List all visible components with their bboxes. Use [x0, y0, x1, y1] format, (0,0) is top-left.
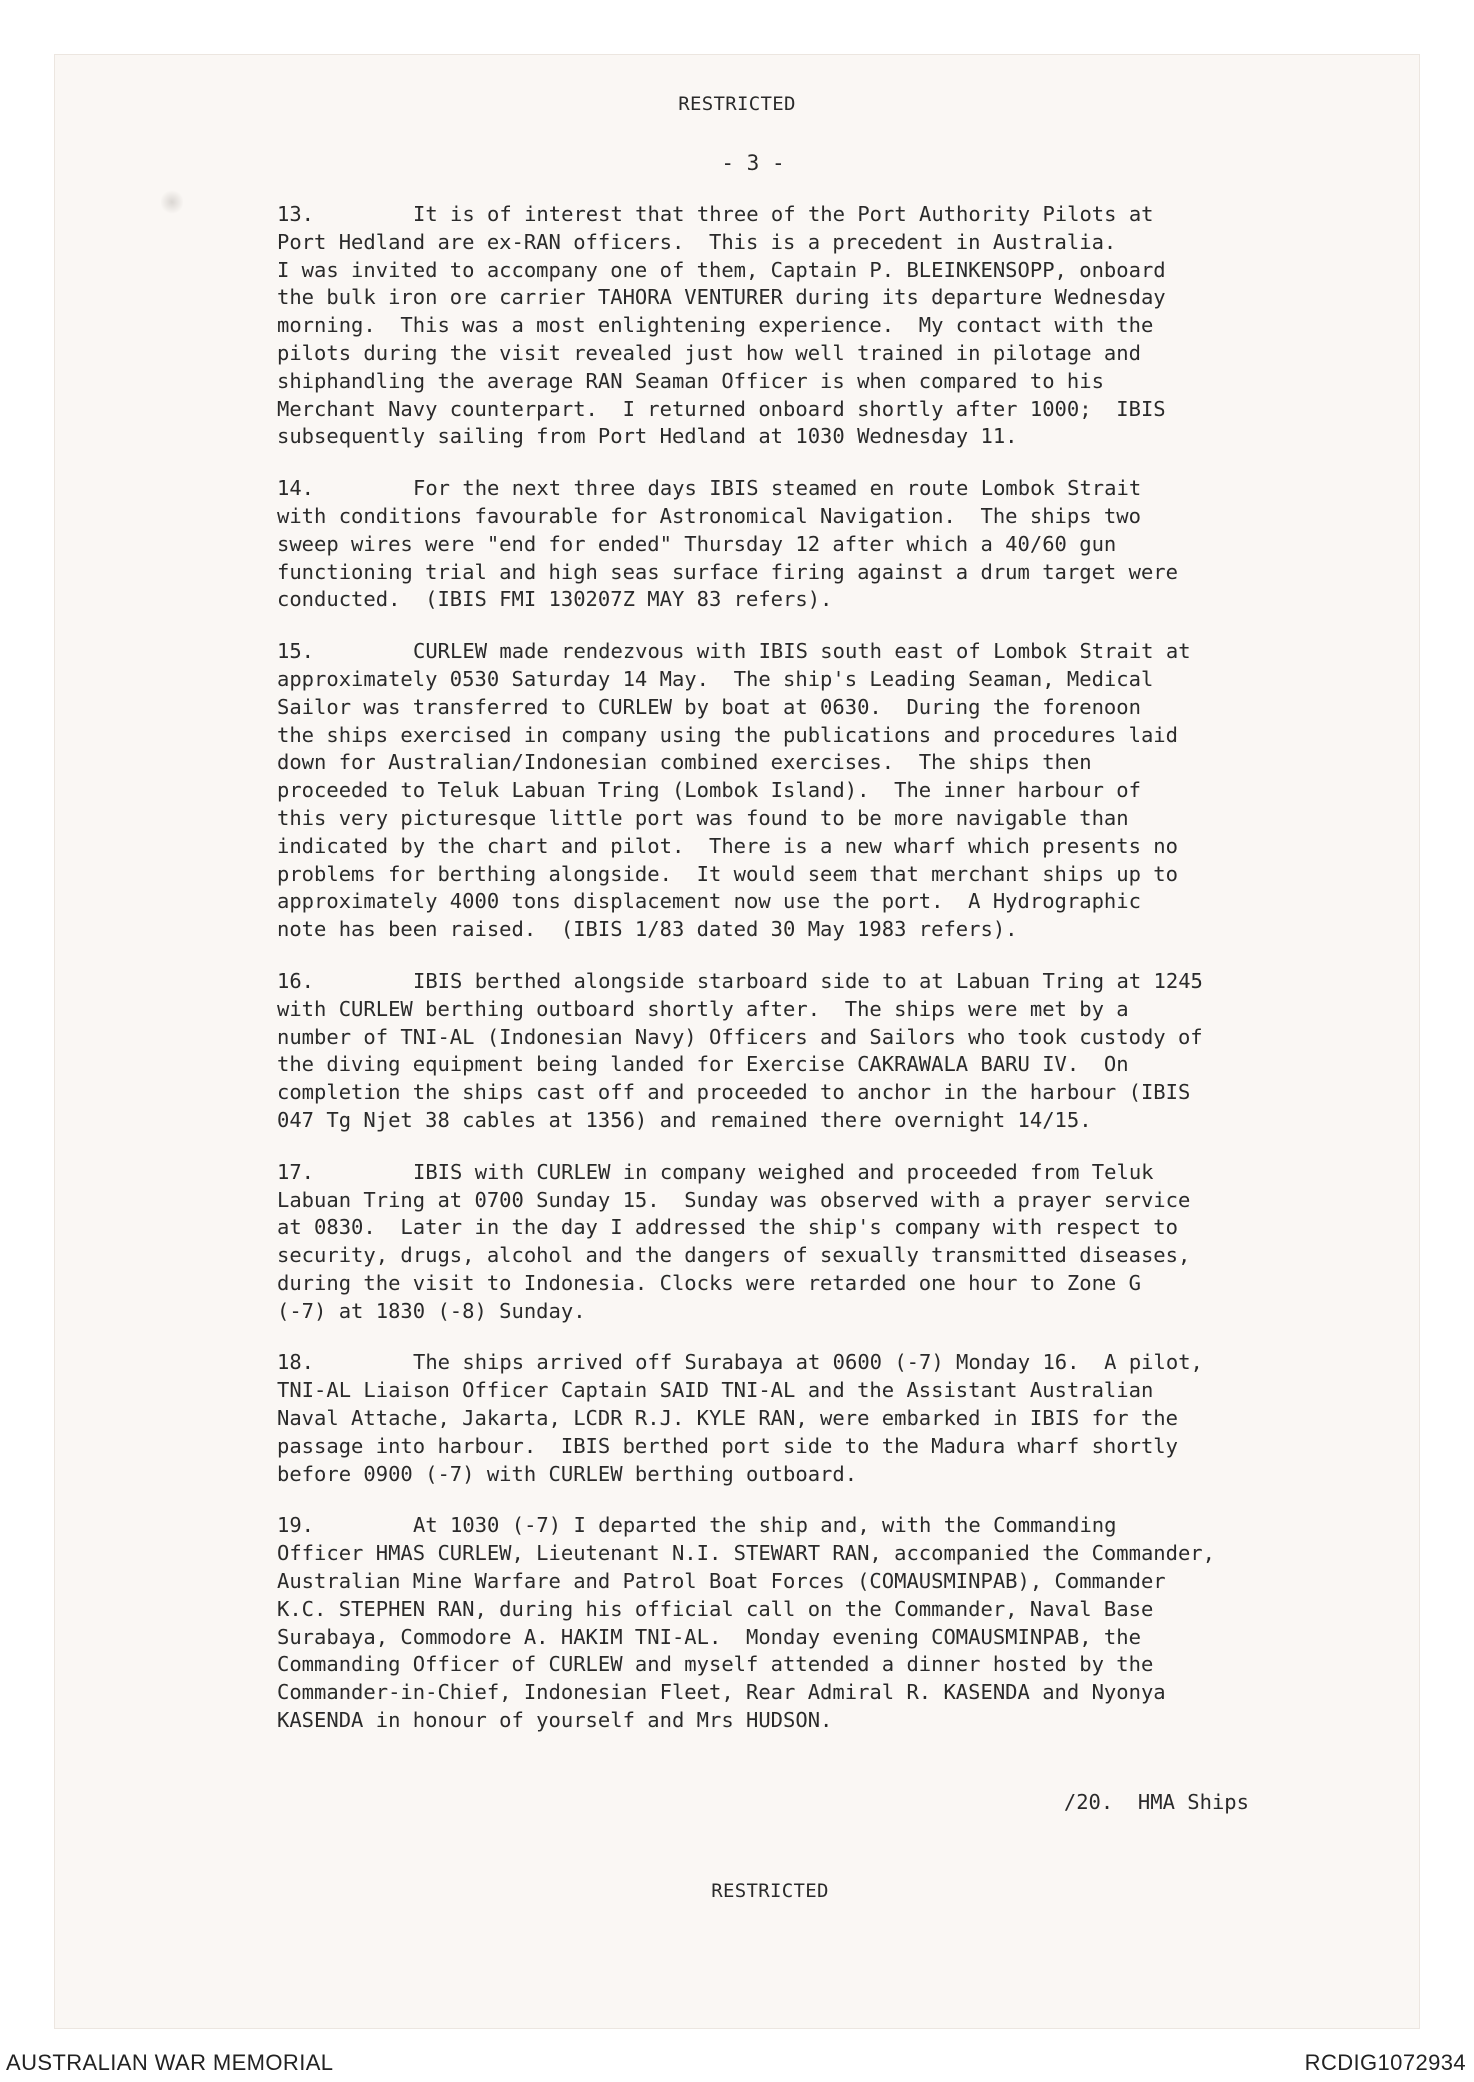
paragraph-line [277, 1707, 1397, 1735]
paragraph-line [277, 257, 1397, 285]
paragraph-line [277, 1159, 1397, 1187]
paragraph-line [277, 888, 1397, 916]
paragraph-text: Surabaya, Commodore A. HAKIM TNI-AL. Monday evening COMAUSMINPAB, the [277, 1624, 1141, 1649]
paragraph-text: shiphandling the average RAN Seaman Officer is when compared to his [277, 368, 1104, 393]
paragraph-line [277, 1349, 1397, 1377]
paragraph-line [277, 833, 1397, 861]
archive-credit: AUSTRALIAN WAR MEMORIAL [6, 2050, 334, 2075]
paragraph-line [277, 229, 1397, 257]
paragraph-number: 13. [277, 202, 315, 226]
paragraph-text: Australian Mine Warfare and Patrol Boat Forces (COMAUSMINPAB), Commander [277, 1569, 1166, 1594]
paragraph-line [277, 1214, 1397, 1242]
paragraph-text: functioning trial and high seas surface firing against a drum target were [277, 559, 1178, 584]
paragraph-text: the ships exercised in company using the publications and procedures laid [277, 722, 1178, 747]
document-body [277, 201, 1397, 1759]
paragraph-text: TNI-AL Liaison Officer Captain SAID TNI-AL and the Assistant Australian [277, 1378, 1154, 1403]
paragraph-line [277, 1679, 1397, 1707]
paragraph-text: Commander-in-Chief, Indonesian Fleet, Rear Admiral R. KASENDA and Nyonya [277, 1680, 1166, 1705]
paragraph-number: 19. [277, 1513, 315, 1538]
classification-footer: RESTRICTED [711, 1880, 829, 1902]
paragraph-text: number of TNI-AL (Indonesian Navy) Officers and Sailors who took custody of [277, 1024, 1203, 1049]
paragraph-text: CURLEW made rendezvous with IBIS south east of Lombok Strait at [413, 639, 1191, 664]
paragraph-line [277, 1242, 1397, 1270]
paragraph-line [277, 368, 1397, 396]
paragraph-text: conducted. (IBIS FMI 130207Z MAY 83 refers). [277, 587, 833, 612]
paragraph-text: with CURLEW berthing outboard shortly after. The ships were met by a [277, 996, 1129, 1021]
paragraph-line [277, 201, 1397, 229]
paragraph-text: I was invited to accompany one of them, Captain P. BLEINKENSOPP, onboard [277, 257, 1166, 282]
paragraph-text: KASENDA in honour of yourself and Mrs HUDSON. [277, 1708, 833, 1733]
paragraph-line [277, 749, 1397, 777]
paragraph-text: this very picturesque little port was found to be more navigable than [277, 805, 1129, 830]
paper-smudge [161, 189, 183, 215]
paragraph-line [277, 1596, 1397, 1624]
archive-reference: RCDIG1072934 [1304, 2050, 1466, 2075]
paragraph-line [277, 340, 1397, 368]
paragraph-number: 14. [277, 476, 315, 501]
paragraph-line [277, 1568, 1397, 1596]
paragraph-text: Port Hedland are ex-RAN officers. This is a precedent in Australia. [277, 229, 1117, 254]
paragraph-line [277, 531, 1397, 559]
paragraph-line [277, 1051, 1397, 1079]
paragraph-line [277, 396, 1397, 424]
paragraph-text: completion the ships cast off and proceeded to anchor in the harbour (IBIS [277, 1080, 1191, 1105]
paragraph-text: with conditions favourable for Astronomical Navigation. The ships two [277, 503, 1141, 528]
paragraph-line [277, 423, 1397, 451]
paragraph-text: problems for berthing alongside. It would seem that merchant ships up to [277, 861, 1178, 886]
paragraph [277, 1159, 1397, 1326]
paragraph-line [277, 1624, 1397, 1652]
paragraph-text: morning. This was a most enlightening experience. My contact with the [277, 313, 1154, 338]
paragraph-line [277, 638, 1397, 666]
paragraph-text: The ships arrived off Surabaya at 0600 (-7) Monday 16. A pilot, [413, 1350, 1203, 1375]
paragraph-text: subsequently sailing from Port Hedland at 1030 Wednesday 11. [277, 424, 1018, 449]
paragraph-line [277, 1079, 1397, 1107]
paragraph [277, 1349, 1397, 1488]
paragraph-text: security, drugs, alcohol and the dangers of sexually transmitted diseases, [277, 1243, 1191, 1268]
paragraph-text: indicated by the chart and pilot. There is a new wharf which presents no [277, 833, 1178, 858]
paragraph-number: 15. [277, 639, 315, 664]
paragraph-line [277, 996, 1397, 1024]
page-number: - 3 - [721, 151, 785, 175]
paragraph-text: approximately 4000 tons displacement now use the port. A Hydrographic [277, 889, 1141, 914]
paragraph [277, 1512, 1397, 1734]
paragraph-line [277, 475, 1397, 503]
paragraph-line [277, 1107, 1397, 1135]
paragraph-line [277, 1512, 1397, 1540]
paragraph-text: the diving equipment being landed for Exercise CAKRAWALA BARU IV. On [277, 1052, 1129, 1077]
paragraph-text: IBIS with CURLEW in company weighed and proceeded from Teluk [413, 1159, 1154, 1184]
paragraph-line [277, 777, 1397, 805]
paragraph-text: Sailor was transferred to CURLEW by boat at 0630. During the forenoon [277, 694, 1141, 719]
paragraph-text: at 0830. Later in the day I addressed the ship's company with respect to [277, 1215, 1178, 1240]
paragraph-text: Merchant Navy counterpart. I returned onboard shortly after 1000; IBIS [277, 396, 1166, 421]
paragraph-line [277, 666, 1397, 694]
paragraph-number: 17. [277, 1159, 315, 1184]
paragraph-line [277, 1298, 1397, 1326]
paragraph-line [277, 1270, 1397, 1298]
paragraph-line [277, 722, 1397, 750]
paragraph-text: pilots during the visit revealed just how well trained in pilotage and [277, 340, 1141, 365]
paragraph [277, 475, 1397, 614]
paragraph-line [277, 1651, 1397, 1679]
paragraph-text: It is of interest that three of the Port Authority Pilots at [413, 202, 1154, 226]
catchword: /20. HMA Ships [1063, 1790, 1249, 1814]
paragraph-line [277, 312, 1397, 340]
paragraph-text: Commanding Officer of CURLEW and myself attended a dinner hosted by the [277, 1652, 1154, 1677]
paragraph-text: IBIS berthed alongside starboard side to at Labuan Tring at 1245 [413, 968, 1203, 993]
paragraph-text: approximately 0530 Saturday 14 May. The ship's Leading Seaman, Medical [277, 666, 1154, 691]
paragraph-text: down for Australian/Indonesian combined exercises. The ships then [277, 750, 1092, 775]
paragraph-line [277, 968, 1397, 996]
paragraph [277, 638, 1397, 944]
paragraph [277, 968, 1397, 1135]
paragraph-text: K.C. STEPHEN RAN, during his official call on the Commander, Naval Base [277, 1596, 1154, 1621]
paragraph-line [277, 284, 1397, 312]
paragraph-line [277, 586, 1397, 614]
paragraph-line [277, 694, 1397, 722]
paragraph-line [277, 503, 1397, 531]
paragraph-text: before 0900 (-7) with CURLEW berthing outboard. [277, 1461, 858, 1486]
paragraph-line [277, 1405, 1397, 1433]
paragraph-line [277, 1461, 1397, 1489]
paragraph-line [277, 916, 1397, 944]
paragraph-text: Labuan Tring at 0700 Sunday 15. Sunday was observed with a prayer service [277, 1187, 1191, 1212]
paragraph-text: note has been raised. (IBIS 1/83 dated 30 May 1983 refers). [277, 917, 1018, 942]
paragraph-text: proceeded to Teluk Labuan Tring (Lombok Island). The inner harbour of [277, 778, 1141, 803]
paragraph-line [277, 1187, 1397, 1215]
paragraph-number: 16. [277, 968, 315, 993]
paragraph-text: Officer HMAS CURLEW, Lieutenant N.I. STEWART RAN, accompanied the Commander, [277, 1541, 1215, 1566]
paragraph-text: Naval Attache, Jakarta, LCDR R.J. KYLE RAN, were embarked in IBIS for the [277, 1406, 1178, 1431]
paragraph-line [277, 1377, 1397, 1405]
paragraph-text: during the visit to Indonesia. Clocks were retarded one hour to Zone G [277, 1270, 1141, 1295]
paragraph-line [277, 1540, 1397, 1568]
paragraph-line [277, 1024, 1397, 1052]
paragraph-line [277, 1433, 1397, 1461]
paragraph-text: sweep wires were "end for ended" Thursday 12 after which a 40/60 gun [277, 531, 1117, 556]
paragraph-text: passage into harbour. IBIS berthed port side to the Madura wharf shortly [277, 1433, 1178, 1458]
paragraph-line [277, 559, 1397, 587]
paragraph-text: For the next three days IBIS steamed en route Lombok Strait [413, 476, 1142, 501]
document-page [54, 54, 1420, 2029]
paragraph [277, 201, 1397, 451]
paragraph-text: At 1030 (-7) I departed the ship and, with the Commanding [413, 1513, 1117, 1538]
paragraph-line [277, 861, 1397, 889]
classification-header: RESTRICTED [678, 93, 796, 115]
paragraph-text: (-7) at 1830 (-8) Sunday. [277, 1298, 586, 1323]
paragraph-number: 18. [277, 1350, 315, 1375]
paragraph-text: 047 Tg Njet 38 cables at 1356) and remained there overnight 14/15. [277, 1107, 1092, 1132]
paragraph-text: the bulk iron ore carrier TAHORA VENTURER during its departure Wednesday [277, 285, 1166, 310]
paragraph-line [277, 805, 1397, 833]
